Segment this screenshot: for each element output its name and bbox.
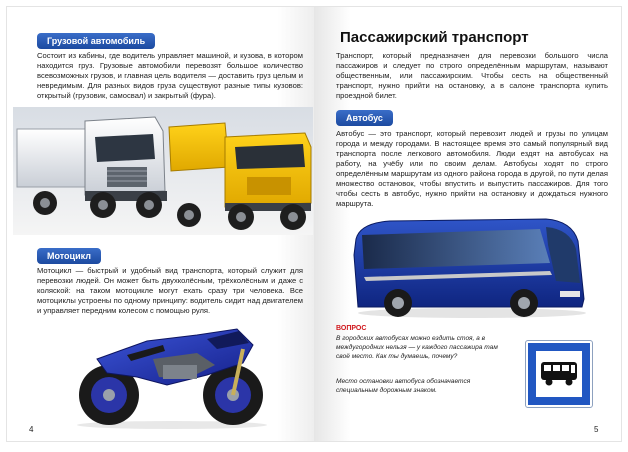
right-page-number: 5 xyxy=(594,425,599,434)
sign-white-field xyxy=(536,351,582,397)
question-text: В городских автобусах можно ездить стоя, а в междугородних нельзя — у каждого пассажира там своё место. Как ты думаешь, почему? xyxy=(336,335,498,360)
moto-section-text: Мотоцикл — быстрый и удобный вид транспорта, который служит для перевозки людей. Он может быть двухколёсным, трёхколёсным и даже с коляской: на таком мотоцикле могут ехать сразу три человека. Все мотоциклы устроены по одному принципу: водитель сидит над двигателем и управляет передним колесом с помощью руля. xyxy=(37,266,303,315)
truck-section-text: Состоит из кабины, где водитель управляет машиной, и кузова, в котором находится груз. Грузовые автомобили перевозят большое количество всевозможных грузов, и главная цель водителя — доставить груз целым и невредимым. Для разных видов груза существуют разные типы кузовов: открытый (грузовик, самосвал) и закрытый (фура). xyxy=(37,51,303,100)
page-title: Пассажирский транспорт xyxy=(340,29,529,46)
left-page-number: 4 xyxy=(29,425,34,434)
trucks-illustration xyxy=(13,107,313,235)
truck-section-title: Грузовой автомобиль xyxy=(37,33,155,49)
bus-section-title: Автобус xyxy=(336,110,393,126)
question-label: ВОПРОС xyxy=(336,325,367,332)
left-page xyxy=(6,6,314,442)
bus-pictogram-icon xyxy=(540,361,578,387)
bus-illustration xyxy=(350,215,590,321)
moto-section-title: Мотоцикл xyxy=(37,248,101,264)
motorcycle-illustration xyxy=(67,319,277,431)
bus-stop-caption: Место остановки автобуса обозначается специальным дорожным знаком. xyxy=(336,378,471,394)
book-spread xyxy=(6,6,622,446)
bus-stop-sign xyxy=(526,341,592,407)
bus-section-text: Автобус — это транспорт, который перевозит людей и грузы по улицам города и между городами. В настоящее время это самый популярный вид транспорта после легкового автомобиля. Люди ездят на автобусах на работу, на учёбу или по своим делам. Автобусы ходят по строго определённым маршрутам из одного района города в другой, по пути делая множество остановок, чтобы впустить и выпустить пассажиров. Для того чтобы сесть в автобус, нужно прийти на остановку и дождаться нужного маршрута. xyxy=(336,129,608,208)
intro-text: Транспорт, который предназначен для перевозки большого числа пассажиров и следует по строго определённым маршрутам, называют общественным, или пассажирским. Чтобы сесть на общественный транспорт, нужно прийти на остановку, а в салоне транспорта купить проездной билет. xyxy=(336,51,608,100)
right-page xyxy=(314,6,622,442)
